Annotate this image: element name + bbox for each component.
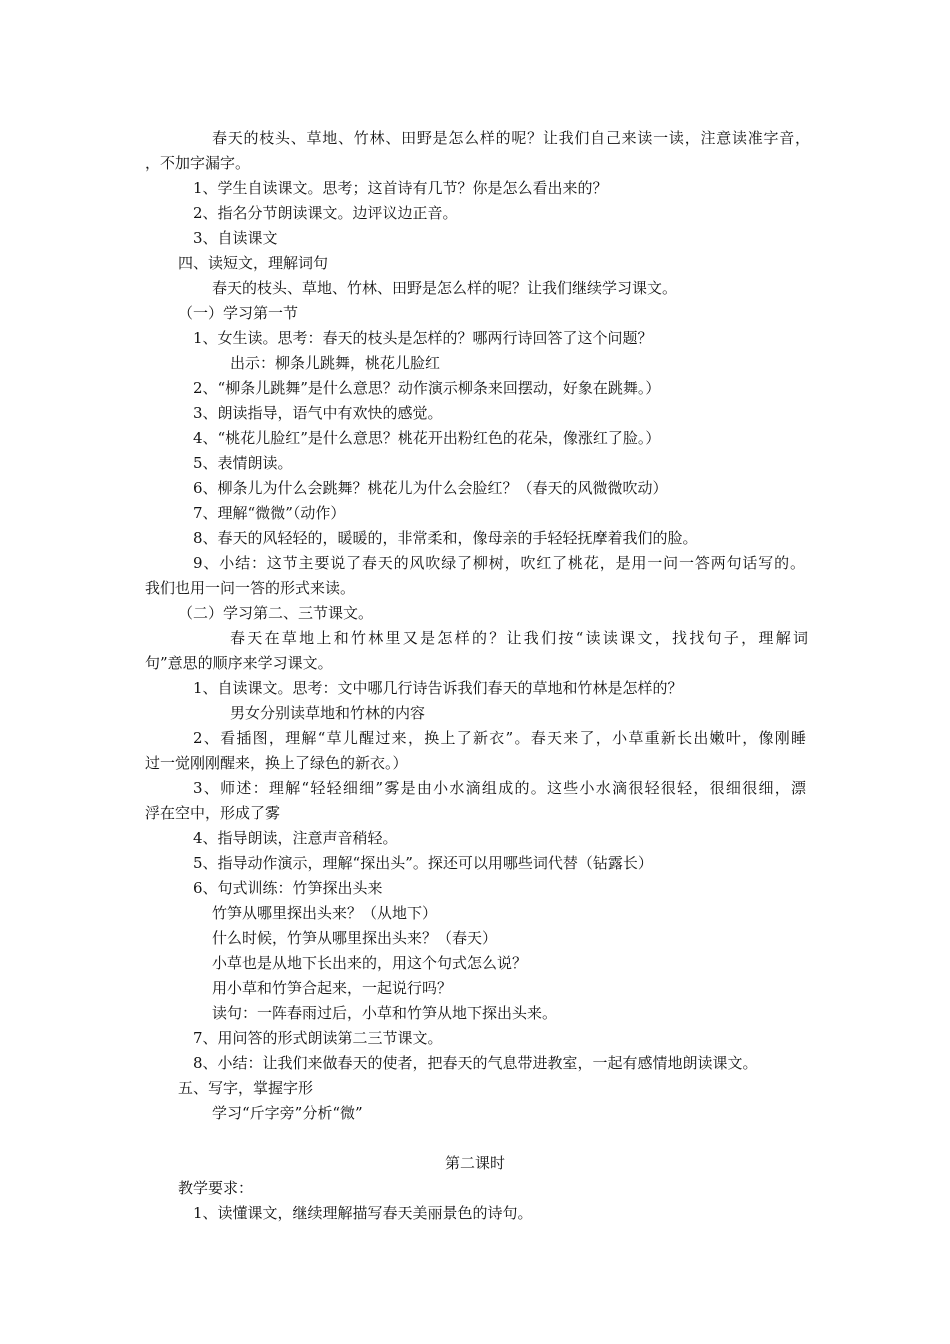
text-line: 男女分别读草地和竹林的内容 (230, 704, 426, 722)
text-line: 4、指导朗读，注意声音稍轻。 (193, 829, 398, 847)
text-line: 什么时候，竹笋从哪里探出头来？（春天） (212, 929, 498, 947)
text-line: ，不加字漏字。 (145, 154, 251, 172)
text-line: 3、自读课文 (193, 229, 278, 247)
text-line: 浮在空中，形成了雾 (145, 804, 281, 822)
text-line: 1、自读课文。思考：文中哪几行诗告诉我们春天的草地和竹林是怎样的？ (193, 679, 683, 697)
text-line: 第二课时 (444, 1154, 505, 1172)
text-line: 读句：一阵春雨过后，小草和竹笋从地下探出头来。 (212, 1004, 558, 1022)
text-line: 3、朗读指导，语气中有欢快的感觉。 (193, 404, 443, 422)
text-line: 6、句式训练：竹笋探出头来 (193, 879, 383, 897)
text-line: 4、“桃花儿脸红”是什么意思？桃花开出粉红色的花朵，像涨红了脸。） (193, 429, 661, 447)
text-line: （二）学习第二、三节课文。 (178, 604, 374, 622)
text-line: 5、表情朗读。 (193, 454, 293, 472)
text-line: 小草也是从地下长出来的，用这个句式怎么说？ (212, 954, 528, 972)
text-line: 春天的枝头、草地、竹林、田野是怎么样的呢？让我们自己来读一读，注意读准字音， (212, 129, 810, 147)
text-line: 1、女生读。思考：春天的枝头是怎样的？哪两行诗回答了这个问题？ (193, 329, 653, 347)
text-line: 2、看插图，理解“草儿醒过来，换上了新衣”。春天来了，小草重新长出嫩叶，像刚睡 (193, 729, 806, 747)
text-line: 句”意思的顺序来学习课文。 (145, 654, 333, 672)
text-line: 7、理解“微微”（动作） (193, 504, 346, 522)
text-line: 五、写字，掌握字形 (178, 1079, 314, 1097)
text-line: 学习“斤字旁”分析“微” (212, 1104, 363, 1122)
text-line: 春天的枝头、草地、竹林、田野是怎么样的呢？让我们继续学习课文。 (212, 279, 678, 297)
text-line: 9、小结：这节主要说了春天的风吹绿了柳树，吹红了桃花，是用一问一答两句话写的。 (193, 554, 805, 572)
text-line: 出示：柳条儿跳舞，桃花儿脸红 (230, 354, 441, 372)
text-line: 1、读懂课文，继续理解描写春天美丽景色的诗句。 (193, 1204, 533, 1222)
text-line: 8、小结：让我们来做春天的使者，把春天的气息带进教室，一起有感情地朗读课文。 (193, 1054, 758, 1072)
text-line: 6、柳条儿为什么会跳舞？桃花儿为什么会脸红？（春天的风微微吹动） (193, 479, 668, 497)
text-line: 四、读短文，理解词句 (178, 254, 329, 272)
text-line: （一）学习第一节 (178, 304, 299, 322)
text-line: 春天在草地上和竹林里又是怎样的？让我们按“读读课文，找找句子，理解词 (230, 629, 808, 647)
text-line: 过一觉刚刚醒来，换上了绿色的新衣。） (145, 754, 408, 772)
text-line: 2、“柳条儿跳舞”是什么意思？动作演示柳条来回摆动，好象在跳舞。） (193, 379, 661, 397)
text-line: 1、学生自读课文。思考；这首诗有几节？你是怎么看出来的？ (193, 179, 608, 197)
text-line: 竹笋从哪里探出头来？（从地下） (212, 904, 438, 922)
text-line: 我们也用一问一答的形式来读。 (145, 579, 356, 597)
text-line: 用小草和竹笋合起来，一起说行吗？ (212, 979, 453, 997)
text-line: 教学要求： (178, 1179, 254, 1197)
text-line: 2、指名分节朗读课文。边评议边正音。 (193, 204, 458, 222)
text-line: 8、春天的风轻轻的，暖暖的，非常柔和，像母亲的手轻轻抚摩着我们的脸。 (193, 529, 698, 547)
text-line: 5、指导动作演示，理解“探出头”。探还可以用哪些词代替（钻露长） (193, 854, 653, 872)
text-line: 7、用问答的形式朗读第二三节课文。 (193, 1029, 443, 1047)
text-line: 3、师述：理解“轻轻细细”雾是由小水滴组成的。这些小水滴很轻很轻，很细很细，漂 (193, 779, 806, 797)
